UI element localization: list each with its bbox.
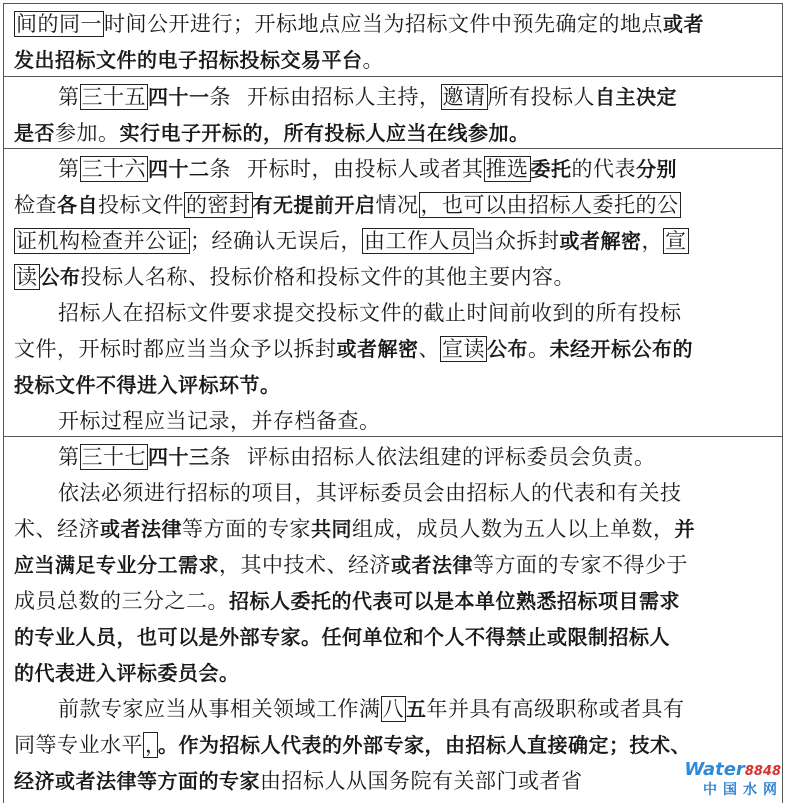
text-run: 由招标人从国务院有关部门或者省 — [260, 769, 583, 793]
added-text: 公布 — [39, 265, 81, 289]
text-line — [14, 694, 776, 724]
text-run: 开标时，由投标人或者其 — [247, 157, 484, 181]
text-run: 条 — [209, 85, 231, 109]
text-run: ， — [641, 229, 663, 253]
text-run: 所有投标人 — [487, 85, 595, 109]
added-text: 的专业人员，也可以是外部专家。任何单位和个人不得禁止或限制招标人 — [14, 625, 670, 649]
text-run: 等方面的专家不得少于 — [473, 553, 688, 577]
text-run: 同等专业水平 — [14, 733, 143, 757]
text-line — [14, 118, 776, 148]
text-line — [14, 550, 776, 580]
deleted-text: 三十七 — [81, 445, 146, 469]
text-run: 投标人名称、投标价格和投标文件的其他主要内容。 — [80, 265, 575, 289]
text-run: 前款专家应当从事相关领域工作满 — [58, 697, 381, 721]
text-run: 。 — [528, 337, 550, 361]
deleted-text: 证机构检查并公证 — [16, 229, 188, 253]
text-line — [14, 730, 776, 760]
text-line — [14, 622, 776, 652]
text-run: 招标人在招标文件要求提交投标文件的截止时间前收到的所有投标 — [58, 301, 682, 325]
text-line — [14, 658, 776, 688]
article-43 — [3, 437, 783, 803]
text-line — [14, 514, 776, 544]
added-text: 或者 — [663, 12, 704, 36]
added-text: 未经开标公布的 — [549, 337, 693, 361]
added-text: 实行电子开标的，所有投标人应当在线参加。 — [119, 121, 530, 145]
text-run: 时间公开进行；开标地点应当为招标文件中预先确定的地点 — [104, 12, 663, 36]
article-42 — [3, 149, 783, 437]
text-line — [14, 226, 776, 256]
text-run: 第 — [58, 445, 80, 469]
added-text: 有无提前开启 — [252, 193, 376, 217]
text-line — [14, 262, 776, 292]
deleted-text: ， — [145, 733, 156, 757]
text-run: 条 — [209, 157, 231, 181]
watermark-logo — [673, 759, 783, 799]
text-run: 开标由招标人主持， — [247, 85, 441, 109]
text-run: 情况 — [375, 193, 419, 217]
deleted-text: ，也可以由招标人委托的公 — [420, 193, 679, 217]
deleted-text: 宣读 — [442, 337, 485, 361]
text-line — [14, 478, 776, 508]
added-text: 四十一 — [148, 85, 210, 109]
text-line — [14, 406, 776, 436]
added-text: 发出招标文件的电子招标投标交易平台 — [14, 48, 363, 72]
text-run: 、 — [418, 337, 440, 361]
added-text: 招标人委托的代表可以是本单位熟悉招标项目需求 — [229, 589, 680, 613]
text-line — [14, 442, 776, 472]
text-run: 依法必须进行招标的项目，其评标委员会由招标人的代表和有关技 — [58, 481, 682, 505]
text-line — [14, 190, 776, 220]
added-text: 或者解密 — [559, 229, 642, 253]
added-text: 委托 — [530, 157, 572, 181]
text-run: 年并具有高级职称或者具有 — [426, 697, 685, 721]
text-line — [14, 586, 776, 616]
text-run: 等方面的专家 — [182, 517, 311, 541]
text-run: 评标由招标人依法组建的评标委员会负责。 — [247, 445, 656, 469]
text-run: 组成，成员人数为五人以上单数， — [352, 517, 675, 541]
watermark-sub-text: 中国水网 — [703, 782, 783, 798]
text-run: 术、经济 — [14, 517, 100, 541]
deleted-text: 间的同一 — [16, 12, 102, 36]
added-text: 四十二 — [148, 157, 210, 181]
added-text: 四十三 — [148, 445, 210, 469]
deleted-text: 邀请 — [442, 85, 486, 109]
added-text: 并 — [674, 517, 695, 541]
text-run: 。 — [362, 48, 384, 72]
watermark-main-text: Water8848 — [684, 759, 781, 780]
added-text: 经济或者法律等方面的专家 — [14, 769, 260, 793]
text-line — [14, 154, 776, 184]
added-text: 或者法律 — [391, 553, 473, 577]
text-run: 条 — [209, 445, 231, 469]
deleted-text: 三十六 — [81, 157, 146, 181]
text-run: 的代表 — [571, 157, 636, 181]
text-line — [14, 334, 776, 364]
added-text: 分别 — [636, 157, 677, 181]
text-run: 第 — [58, 157, 80, 181]
deleted-text: 推选 — [485, 157, 529, 181]
text-line — [14, 370, 776, 400]
added-text: 五 — [406, 697, 427, 721]
text-line — [14, 82, 776, 112]
text-run: 投标文件 — [98, 193, 184, 217]
section-continued — [3, 3, 783, 77]
added-text: 或者解密 — [336, 337, 419, 361]
text-run: 开标过程应当记录，并存档备查。 — [58, 409, 381, 433]
deleted-text: 由工作人员 — [364, 229, 472, 253]
text-run: 第 — [58, 85, 80, 109]
text-run: 参加。 — [55, 121, 120, 145]
added-text: 投标文件不得进入评标环节。 — [14, 373, 281, 397]
added-text: 自主决定 — [595, 85, 677, 109]
added-text: 。作为招标人代表的外部专家，由招标人直接确定；技术、 — [158, 733, 691, 757]
text-line — [14, 766, 776, 796]
deleted-text: 宣 — [665, 229, 687, 253]
deleted-text: 三十五 — [81, 85, 146, 109]
text-run: ；经确认无误后， — [190, 229, 362, 253]
added-text: 共同 — [311, 517, 352, 541]
added-text: 是否 — [14, 121, 55, 145]
text-run: 检查 — [14, 193, 57, 217]
deleted-text: 的密封 — [186, 193, 251, 217]
deleted-text: 读 — [16, 265, 38, 289]
added-text: 应当满足专业分工需求 — [14, 553, 219, 577]
text-run: ，其中技术、经济 — [219, 553, 391, 577]
added-text: 的代表进入评标委员会。 — [14, 661, 240, 685]
article-41 — [3, 77, 783, 149]
added-text: 各自 — [57, 193, 98, 217]
text-line — [14, 298, 776, 328]
text-line — [14, 45, 776, 75]
text-run: 成员总数的三分之二。 — [14, 589, 229, 613]
text-run: 当众拆封 — [473, 229, 560, 253]
deleted-text: 八 — [382, 697, 404, 721]
added-text: 或者法律 — [100, 517, 182, 541]
text-line — [14, 9, 776, 39]
text-run: 文件，开标时都应当当众予以拆封 — [14, 337, 337, 361]
added-text: 公布 — [487, 337, 528, 361]
